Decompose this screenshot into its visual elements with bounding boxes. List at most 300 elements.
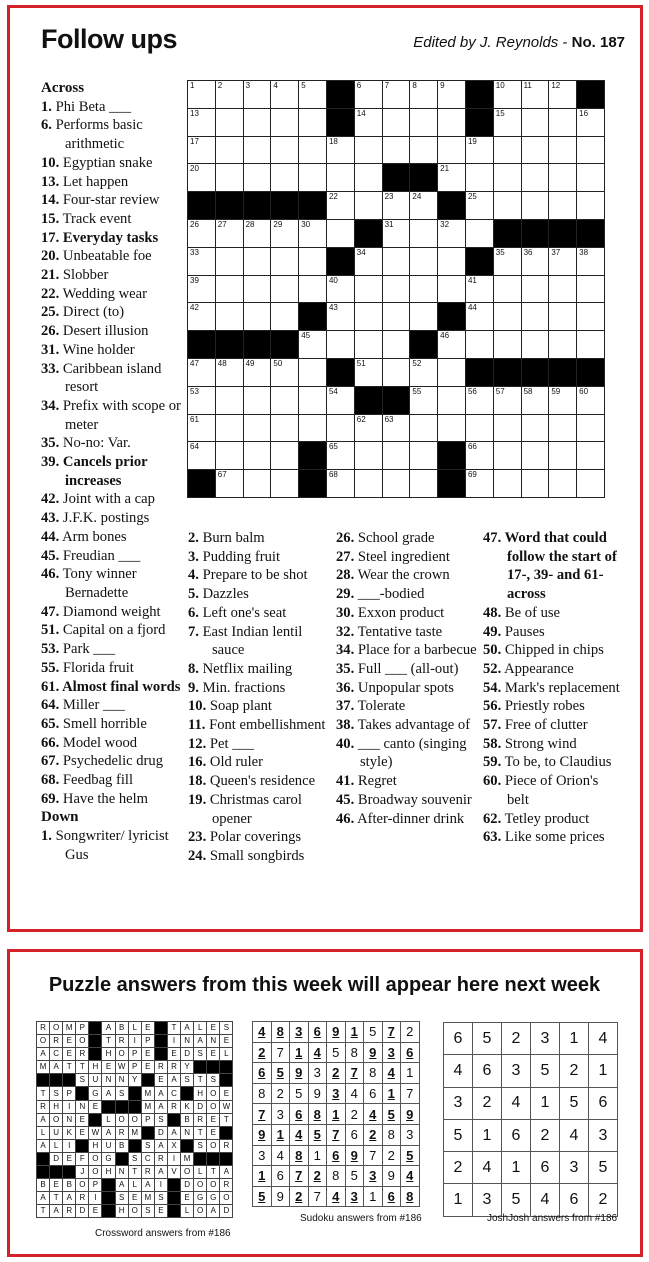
answer-cell: S [194, 1139, 207, 1152]
grid-cell [521, 303, 549, 331]
cell-number: 4 [273, 81, 278, 90]
answer-cell: A [154, 1166, 167, 1179]
clues-column-2 [188, 529, 333, 866]
grid-cell [521, 108, 549, 136]
black-square [493, 358, 521, 386]
joshjosh-cell: 2 [589, 1184, 618, 1216]
clue [41, 360, 181, 397]
clue-text: Slobber [62, 267, 109, 284]
sudoku-cell: 8 [364, 1063, 383, 1084]
answer-cell: S [128, 1152, 141, 1165]
answer-cell: S [141, 1205, 154, 1218]
grid-cell [465, 192, 493, 220]
clue-number: 65. [41, 715, 60, 732]
answer-cell: O [194, 1179, 207, 1192]
clue-text: Polar coverings [209, 829, 302, 846]
answer-cell: A [115, 1179, 128, 1192]
answer-cell: D [181, 1048, 194, 1061]
cell-number: 7 [384, 81, 390, 90]
answer-cell: N [115, 1166, 128, 1179]
grid-cell [521, 81, 549, 109]
joshjosh-cell: 1 [502, 1152, 531, 1184]
clue [41, 98, 181, 117]
grid-cell [243, 303, 271, 331]
clue [188, 585, 333, 604]
cell-number: 62 [356, 414, 366, 424]
cell-number: 29 [273, 219, 283, 229]
answer-cell: I [63, 1139, 76, 1152]
answer-cell: E [141, 1061, 154, 1074]
clue-number: 34. [41, 397, 60, 414]
cell-number: 59 [551, 386, 561, 396]
grid-cell [493, 470, 521, 498]
joshjosh-cell: 6 [560, 1184, 589, 1216]
answer-cell: O [194, 1205, 207, 1218]
answer-cell: R [141, 1166, 154, 1179]
clue [41, 341, 181, 360]
clue-text: Broadway souvenir [357, 791, 472, 808]
cell-number: 5 [301, 81, 306, 90]
clue-number: 8. [188, 660, 199, 677]
joshjosh-cell: 6 [589, 1087, 618, 1119]
grid-cell [243, 358, 271, 386]
answer-black-square [167, 1205, 180, 1218]
answer-cell: H [102, 1048, 115, 1061]
answer-cell: L [128, 1022, 141, 1035]
sudoku-cell: 4 [308, 1042, 327, 1063]
sudoku-cell: 1 [290, 1042, 309, 1063]
answer-cell: C [167, 1087, 180, 1100]
answer-cell: S [207, 1074, 220, 1087]
answer-cell: T [102, 1035, 115, 1048]
clue [336, 660, 478, 679]
clue-text: Be of use [504, 604, 561, 621]
grid-cell [465, 164, 493, 192]
answer-cell: M [181, 1152, 194, 1165]
answer-cell: B [115, 1139, 128, 1152]
grid-cell [549, 247, 577, 275]
clue-number: 7. [188, 623, 199, 640]
answer-cell: S [154, 1192, 167, 1205]
answer-cell: I [154, 1179, 167, 1192]
clue-text: Like some prices [504, 829, 605, 846]
answer-black-square [194, 1152, 207, 1165]
sudoku-cell: 9 [253, 1124, 272, 1145]
sudoku-cell: 6 [327, 1145, 346, 1166]
grid-cell [493, 108, 521, 136]
answer-cell: E [63, 1152, 76, 1165]
clue-text: Queen's residence [209, 773, 316, 790]
clue [41, 678, 181, 697]
grid-cell [465, 442, 493, 470]
black-square [438, 192, 466, 220]
answer-cell: R [154, 1152, 167, 1165]
clue [483, 641, 623, 660]
answer-cell: E [102, 1061, 115, 1074]
joshjosh-cell: 3 [589, 1119, 618, 1151]
grid-cell [326, 275, 354, 303]
clue-text: Prepare to be shot [202, 567, 308, 584]
sudoku-answers-grid [252, 1021, 420, 1207]
clue [188, 529, 333, 548]
clue-number: 55. [41, 659, 60, 676]
grid-cell [521, 247, 549, 275]
sudoku-cell: 6 [271, 1166, 290, 1187]
answer-cell: T [207, 1166, 220, 1179]
answer-cell: E [50, 1179, 63, 1192]
answer-cell: L [194, 1166, 207, 1179]
clue-number: 66. [41, 734, 60, 751]
clue [41, 565, 181, 602]
page-title: Follow ups [41, 24, 177, 54]
answer-cell: R [76, 1048, 89, 1061]
grid-cell [438, 81, 466, 109]
clue-text: Pauses [504, 623, 545, 640]
answer-black-square [102, 1192, 115, 1205]
clue-text: Capital on a fjord [62, 622, 166, 639]
answer-cell: O [220, 1192, 233, 1205]
clue-text: Place for a barbecue [357, 642, 477, 659]
cell-number: 34 [356, 247, 366, 257]
answer-black-square [207, 1152, 220, 1165]
cell-number: 39 [190, 275, 199, 285]
grid-cell [215, 108, 243, 136]
answer-cell: E [76, 1113, 89, 1126]
black-square [215, 192, 243, 220]
cell-number: 43 [328, 303, 338, 313]
clue-text: Wedding wear [62, 285, 147, 302]
grid-cell [299, 81, 327, 109]
grid-cell [410, 275, 438, 303]
grid-cell [465, 414, 493, 442]
clue [41, 453, 181, 490]
grid-cell [410, 81, 438, 109]
grid-cell [410, 386, 438, 414]
clue-number: 56. [483, 698, 502, 715]
clue [483, 753, 623, 772]
answer-cell: E [63, 1048, 76, 1061]
grid-cell [382, 108, 410, 136]
answer-cell: J [76, 1166, 89, 1179]
answer-cell: A [37, 1113, 50, 1126]
black-square [465, 247, 493, 275]
cell-number: 13 [190, 108, 199, 118]
answer-cell: C [50, 1048, 63, 1061]
answer-cell: U [89, 1074, 102, 1087]
grid-cell [549, 108, 577, 136]
grid-cell [243, 470, 271, 498]
cell-number: 65 [328, 442, 338, 452]
black-square [271, 192, 299, 220]
answer-black-square [115, 1152, 128, 1165]
grid-cell [188, 108, 216, 136]
answer-black-square [141, 1074, 154, 1087]
answer-cell: A [102, 1126, 115, 1139]
black-square [271, 331, 299, 359]
black-square [382, 164, 410, 192]
clue-number: 58. [483, 735, 502, 752]
sudoku-cell: 7 [345, 1063, 364, 1084]
grid-cell [215, 136, 243, 164]
answer-black-square [50, 1166, 63, 1179]
clue [336, 641, 478, 660]
grid-cell [465, 303, 493, 331]
answer-cell: R [37, 1100, 50, 1113]
black-square [243, 192, 271, 220]
sudoku-cell: 5 [364, 1022, 383, 1043]
answer-cell: E [207, 1022, 220, 1035]
cell-number: 22 [328, 192, 338, 202]
sudoku-cell: 5 [271, 1063, 290, 1084]
sudoku-cell: 7 [308, 1186, 327, 1207]
joshjosh-cell: 3 [444, 1087, 473, 1119]
answer-cell: E [181, 1192, 194, 1205]
joshjosh-cell: 6 [502, 1119, 531, 1151]
answer-cell: M [141, 1087, 154, 1100]
grid-cell [410, 247, 438, 275]
clue-text: Word that could follow the start of 17-, 39- and 61-across [504, 530, 617, 603]
grid-cell [271, 108, 299, 136]
grid-cell [299, 414, 327, 442]
cell-number: 1 [190, 81, 195, 90]
joshjosh-cell: 5 [589, 1152, 618, 1184]
answer-cell: E [207, 1048, 220, 1061]
clue-number: 64. [41, 697, 60, 714]
grid-cell [521, 136, 549, 164]
joshjosh-cell: 4 [531, 1184, 560, 1216]
clue [41, 659, 181, 678]
answer-cell: P [76, 1022, 89, 1035]
black-square [410, 164, 438, 192]
clue-number: 35. [41, 435, 60, 452]
answer-black-square [141, 1126, 154, 1139]
grid-cell [410, 358, 438, 386]
clue-text: Park ___ [62, 641, 116, 658]
grid-cell [410, 470, 438, 498]
clue [41, 621, 181, 640]
clue-number: 63. [483, 829, 502, 846]
answer-cell: W [220, 1100, 233, 1113]
cell-number: 44 [467, 303, 477, 313]
grid-cell [577, 108, 605, 136]
clue-number: 47. [41, 603, 60, 620]
answer-cell: T [37, 1087, 50, 1100]
answer-cell: A [167, 1126, 180, 1139]
answer-cell: O [207, 1100, 220, 1113]
sudoku-cell: 1 [364, 1186, 383, 1207]
grid-cell [215, 275, 243, 303]
answer-cell: P [89, 1179, 102, 1192]
grid-cell [354, 331, 382, 359]
sudoku-cell: 2 [345, 1104, 364, 1125]
sudoku-cell: 2 [382, 1145, 401, 1166]
cell-number: 25 [467, 192, 477, 202]
clue [41, 303, 181, 322]
grid-cell [577, 470, 605, 498]
answer-cell: A [181, 1022, 194, 1035]
answer-cell: T [128, 1166, 141, 1179]
clue-text: Regret [357, 773, 397, 790]
cell-number: 52 [412, 358, 422, 368]
black-square [299, 192, 327, 220]
answer-cell: O [207, 1179, 220, 1192]
answer-cell: T [194, 1074, 207, 1087]
clue-text: Almost final words [62, 678, 181, 695]
black-square [188, 192, 216, 220]
grid-cell [410, 303, 438, 331]
sudoku-cell: 3 [253, 1145, 272, 1166]
answer-cell: S [50, 1087, 63, 1100]
joshjosh-caption: JoshJosh answers from #186 [487, 1213, 618, 1224]
grid-cell [215, 442, 243, 470]
editor-separator: - [558, 34, 572, 51]
answer-cell: M [37, 1061, 50, 1074]
answer-black-square [128, 1087, 141, 1100]
sudoku-cell: 7 [382, 1022, 401, 1043]
answer-black-square [89, 1022, 102, 1035]
clue [41, 490, 181, 509]
grid-cell [410, 414, 438, 442]
grid-cell [326, 442, 354, 470]
answer-cell: X [167, 1139, 180, 1152]
joshjosh-cell: 3 [473, 1184, 502, 1216]
joshjosh-cell: 1 [444, 1184, 473, 1216]
grid-cell [354, 192, 382, 220]
answer-cell: R [154, 1061, 167, 1074]
answer-cell: E [141, 1048, 154, 1061]
grid-cell [354, 275, 382, 303]
clue-number: 1. [41, 98, 52, 115]
grid-cell [521, 275, 549, 303]
cell-number: 20 [190, 164, 199, 174]
answer-cell: F [76, 1152, 89, 1165]
clue-number: 5. [188, 586, 199, 603]
answer-black-square [220, 1061, 233, 1074]
sudoku-cell: 5 [327, 1042, 346, 1063]
grid-cell [354, 303, 382, 331]
clue [483, 660, 623, 679]
black-square [410, 331, 438, 359]
sudoku-cell: 8 [345, 1042, 364, 1063]
joshjosh-cell: 1 [560, 1023, 589, 1055]
clue-number: 14. [41, 192, 60, 209]
grid-cell [326, 386, 354, 414]
grid-cell [326, 219, 354, 247]
cell-number: 21 [440, 164, 450, 174]
sudoku-cell: 4 [253, 1022, 272, 1043]
clue-number: 51. [41, 622, 60, 639]
answer-black-square [115, 1100, 128, 1113]
editor-credit [413, 34, 625, 51]
black-square [521, 219, 549, 247]
grid-cell [326, 192, 354, 220]
answer-cell: N [115, 1074, 128, 1087]
sudoku-cell: 5 [290, 1083, 309, 1104]
clue [41, 434, 181, 453]
grid-cell [577, 247, 605, 275]
cell-number: 66 [467, 442, 477, 452]
grid-cell [271, 275, 299, 303]
sudoku-cell: 6 [345, 1124, 364, 1145]
clue-text: Let happen [62, 173, 129, 190]
clue [41, 734, 181, 753]
joshjosh-cell: 6 [444, 1023, 473, 1055]
sudoku-cell: 4 [290, 1124, 309, 1145]
clue-text: To be, to Claudius [504, 754, 612, 771]
cell-number: 17 [190, 136, 199, 146]
clue-number: 42. [41, 491, 60, 508]
grid-cell [493, 386, 521, 414]
answer-cell: I [128, 1035, 141, 1048]
clue-text: Wine holder [62, 341, 135, 358]
clue-number: 45. [336, 791, 355, 808]
sudoku-cell: 1 [401, 1063, 420, 1084]
grid-cell [382, 192, 410, 220]
clue [41, 547, 181, 566]
sudoku-cell: 4 [382, 1063, 401, 1084]
answer-black-square [89, 1048, 102, 1061]
cell-number: 31 [384, 219, 394, 229]
clue-number: 49. [483, 623, 502, 640]
answer-cell: S [115, 1087, 128, 1100]
grid-cell [549, 331, 577, 359]
black-square [465, 81, 493, 109]
answer-black-square [89, 1113, 102, 1126]
grid-cell [271, 386, 299, 414]
sudoku-cell: 3 [308, 1063, 327, 1084]
grid-cell [549, 303, 577, 331]
clue [336, 679, 478, 698]
answer-cell: I [63, 1100, 76, 1113]
answer-black-square [63, 1166, 76, 1179]
clue-number: 37. [336, 698, 355, 715]
answer-cell: D [154, 1126, 167, 1139]
black-square [215, 331, 243, 359]
clue-text: Caribbean island resort [62, 360, 162, 396]
answer-cell: T [37, 1205, 50, 1218]
clue-heading: Down [41, 809, 79, 826]
answer-cell: A [37, 1192, 50, 1205]
clue-number: 19. [188, 791, 207, 808]
answer-cell: R [167, 1100, 180, 1113]
clue-text: Unpopular spots [357, 679, 454, 696]
black-square [188, 331, 216, 359]
clue-number: 69. [41, 790, 60, 807]
sudoku-cell: 8 [253, 1083, 272, 1104]
cell-number: 47 [190, 358, 199, 368]
answer-cell: L [181, 1205, 194, 1218]
cell-number: 40 [328, 275, 338, 285]
answer-cell: L [194, 1022, 207, 1035]
answer-cell: R [76, 1192, 89, 1205]
puzzle-number: No. 187 [571, 34, 625, 51]
answer-cell: S [154, 1113, 167, 1126]
cell-number: 27 [217, 219, 227, 229]
grid-cell [299, 136, 327, 164]
joshjosh-cell: 5 [502, 1184, 531, 1216]
black-square [326, 81, 354, 109]
clue [188, 566, 333, 585]
clue-number: 28. [336, 567, 355, 584]
joshjosh-cell: 6 [531, 1152, 560, 1184]
cell-number: 49 [245, 358, 255, 368]
clue-text: Psychedelic drug [62, 753, 164, 770]
grid-cell [438, 414, 466, 442]
clue-text: Feedbag fill [62, 772, 134, 789]
cell-number: 12 [551, 81, 561, 90]
grid-cell [438, 358, 466, 386]
answer-cell: D [76, 1205, 89, 1218]
